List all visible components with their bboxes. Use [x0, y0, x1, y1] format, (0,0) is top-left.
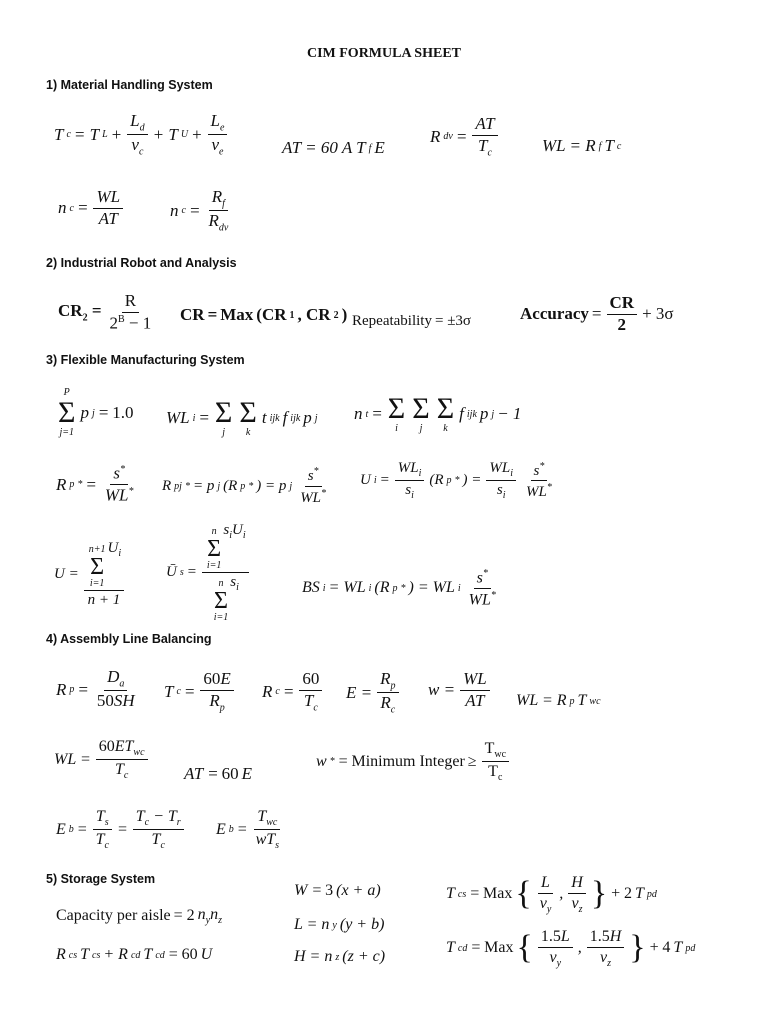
formula-wl-rp: WL = R p T wc: [516, 692, 601, 709]
formula-u-bar-s: Ū s = n Σ i=1 $s_iU_i$ n Σ i=1 $s_i$: [166, 522, 251, 623]
formula-cr2: $CR_2$ = $\frac{R}{2^B - 1}$: [58, 291, 152, 333]
formula-rp-star: R p * = $\frac{s^*}{WL^*}$: [56, 463, 134, 505]
section-heading-storage: 5) Storage System: [46, 872, 156, 886]
formula-tcs: T cs = Max { $\frac{L}{v_y}$ , $\frac{H}{v_z}$ } + 2 T pd: [446, 874, 657, 915]
section-heading-industrial-robot: 2) Industrial Robot and Analysis: [46, 256, 237, 270]
capacity-label: Capacity per aisle: [56, 907, 171, 925]
cr-label: CR: [180, 305, 205, 324]
formula-bs: BS i = WL i (R p * ) = WL i $\frac{s^*}{WL^*}$: [302, 568, 496, 609]
formula-tcd: T cd = Max { $\frac{1.5L}{v_y}$ , $\frac{1.5H}{v_z}$ } + 4 T pd: [446, 928, 696, 969]
formula-workload: WL = R f T c: [542, 136, 622, 155]
accuracy-label: Accuracy: [520, 304, 589, 324]
formula-available-time: AT = 60 A T f E: [282, 138, 385, 157]
formula-utilization: U i = $\frac{WL_i}{s_i}$ (R p * ) = $\frac{WL_i}{s_i}$ $\frac{s^*}{WL^*}$: [360, 460, 552, 501]
repeatability-label: Repeatability: [352, 313, 432, 329]
formula-n-t: n t = Σ i Σ j Σ k f ijk p j − 1: [354, 392, 522, 434]
section-heading-fms: 3) Flexible Manufacturing System: [46, 353, 245, 367]
formula-efficiency: E = $\frac{R_p}{R_c}$: [346, 670, 401, 716]
section-heading-material-handling: 1) Material Handling System: [46, 78, 213, 92]
formula-w-min: w * = Minimum Integer ≥ $\frac{T_{wc}}{T_c}$: [316, 740, 511, 783]
formula-num-carriers-2: n c = $\frac{R_f}{R_{dv}}$: [170, 187, 229, 234]
formula-accuracy: Accuracy = $\frac{CR}{2}$ + 3σ: [520, 293, 674, 334]
min-integer-label: Minimum Integer: [351, 752, 465, 770]
formula-w: w = $\frac{WL}{AT}$: [428, 670, 492, 710]
formula-at-60e: AT = 60 E: [184, 764, 253, 783]
formula-l-length: L = n y (y + b): [294, 916, 385, 933]
formula-tc: T c = $\frac{60E}{R_p}$: [164, 670, 236, 713]
formula-rp: R p = $\frac{D_a}{50SH}$: [56, 667, 135, 711]
formula-wl-60e: WL = $\frac{60ET_{wc}}{T_c}$: [54, 738, 150, 781]
formula-repeatability: Repeatability = ±3σ: [352, 313, 472, 329]
formula-balance-efficiency: E b = $\frac{T_s}{T_c}$ = $\frac{T_c - T_r}{T_c}$: [56, 808, 186, 851]
formula-w-width: W = 3 (x + a): [294, 882, 381, 899]
formula-sum-pj: P Σ j=1 p j = 1.0: [58, 387, 134, 438]
formula-rc: R c = $\frac{60}{T_c}$: [262, 670, 324, 713]
formula-wl-i: WL i = Σ j Σ k t ijk f ijk p j: [166, 396, 318, 438]
max-label: Max: [220, 305, 254, 324]
page-title: CIM FORMULA SHEET: [306, 46, 461, 61]
formula-u-bar: U = n+1 Σ i=1 $U_i$ n + 1: [54, 540, 126, 609]
formula-cycle-rate: R cs T cs + R cd T cd = 60 U: [56, 946, 213, 963]
formula-eb: E b = $\frac{T_{wc}}{wT_s}$: [216, 808, 280, 852]
section-heading-assembly-line: 4) Assembly Line Balancing: [46, 632, 212, 646]
formula-delivery-rate: R dv = $\frac{AT}{T_c}$: [430, 115, 500, 158]
formula-cr-max: CR = Max (CR 1 , CR 2 ): [180, 305, 348, 324]
formula-capacity: Capacity per aisle = 2 $n_yn_z$: [56, 906, 223, 927]
formula-rpj-star: R pj * = p j (R p * ) = p j $\frac{s^*}{WL^*}$: [162, 466, 327, 506]
formula-num-carriers-1: n c = $\frac{WL}{AT}$: [58, 188, 125, 228]
formula-h-height: H = n z (z + c): [294, 948, 386, 965]
formula-cycle-time: T c = T L + $\frac{L_d}{v_c}$ + T U + $\frac{L_e}{v_e}$: [54, 112, 229, 158]
